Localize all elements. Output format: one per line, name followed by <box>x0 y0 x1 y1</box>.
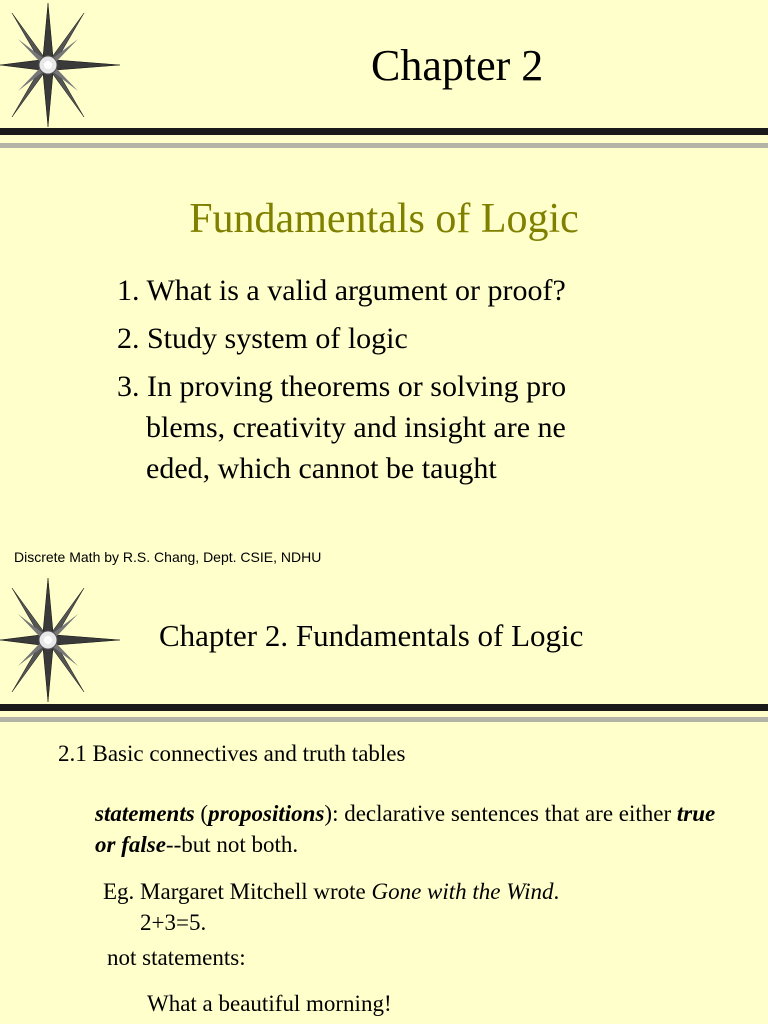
divider-light <box>0 717 768 722</box>
section-heading: 2.1 Basic connectives and truth tables <box>58 741 406 766</box>
divider-light <box>0 143 768 148</box>
not-statements-label: not statements: <box>107 945 246 970</box>
slide-title: Chapter 2. Fundamentals of Logic <box>159 618 584 653</box>
list-item: 1. What is a valid argument or proof? <box>117 274 566 307</box>
slide-footer: Discrete Math by R.S. Chang, Dept. CSIE, NDHU <box>14 549 322 565</box>
example-equation: 2+3=5. <box>140 910 207 935</box>
slide-2 <box>0 575 768 1024</box>
definition-paragraph: statements (propositions): declarative sentences that are either true or false--but not both. <box>95 801 716 857</box>
list-item: 2. Study system of logic <box>117 322 408 355</box>
slide-heading: Fundamentals of Logic <box>189 196 579 242</box>
compass-star-icon <box>0 0 122 130</box>
emphasis-true-false: true or false <box>95 801 716 857</box>
divider-dark <box>0 128 768 135</box>
list-item: 3. In proving theorems or solving pro blems, creativity and insight are ne eded, which cannot be taught <box>117 370 567 485</box>
slide-title: Chapter 2 <box>371 41 544 90</box>
exclamation-example: What a beautiful morning! <box>147 991 392 1016</box>
term-statements: statements <box>95 801 195 826</box>
compass-star-icon <box>0 575 122 705</box>
book-title: Gone with the Wind <box>371 879 554 904</box>
term-propositions: propositions <box>208 801 325 826</box>
divider-dark <box>0 704 768 711</box>
topic-list <box>117 270 566 496</box>
example-block: Eg. Margaret Mitchell wrote Gone with the Wind. 2+3=5. <box>103 876 559 938</box>
